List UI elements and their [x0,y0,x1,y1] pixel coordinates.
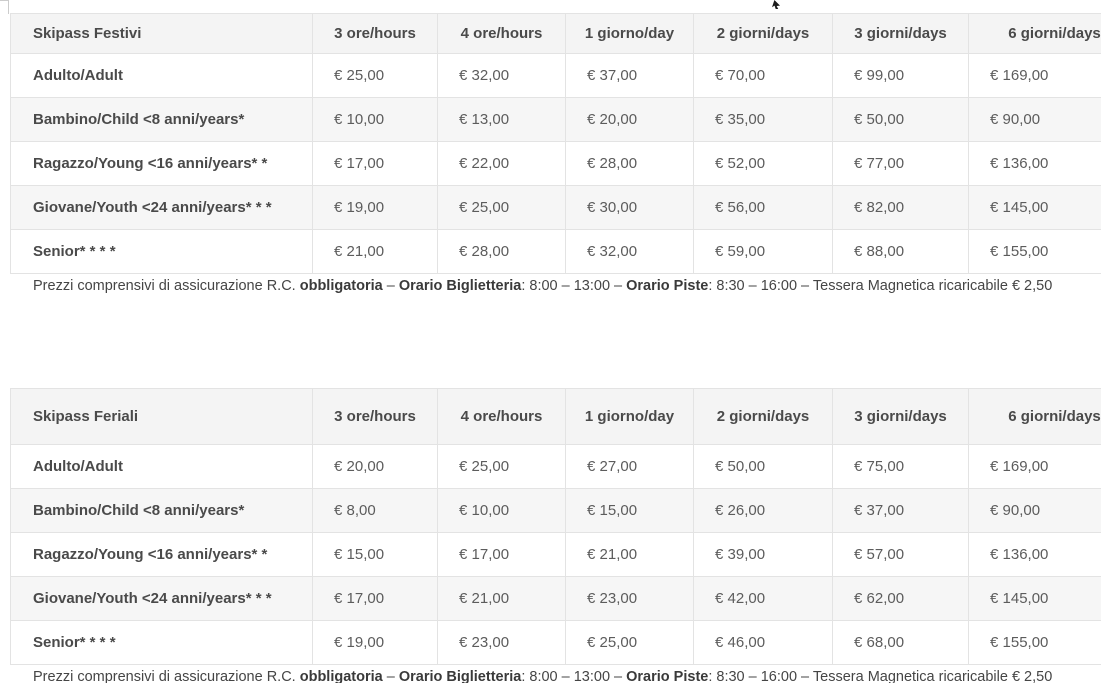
column-header: 2 giorni/days [694,14,833,54]
price-cell: € 57,00 [833,533,969,577]
price-cell: € 25,00 [566,621,694,665]
price-cell: € 32,00 [566,230,694,274]
skipass-festivi-table [10,13,1101,274]
price-cell: € 50,00 [833,98,969,142]
footnote-bold-text: Orario Biglietteria [398,278,522,294]
table-row [11,445,1101,489]
table-row [11,577,1101,621]
price-cell: € 27,00 [566,445,694,489]
price-cell: € 10,00 [313,98,438,142]
price-cell: € 136,00 [969,533,1101,577]
row-label: Giovane/Youth <24 anni/years* * * [11,577,313,621]
skipass-feriali-table [10,388,1101,665]
price-cell: € 145,00 [969,186,1101,230]
price-cell: € 20,00 [313,445,438,489]
footnote-text: : 8:30 – 16:00 – Tessera Magnetica ricaricabile € 2,50 [708,669,1053,683]
table-row [11,621,1101,665]
skipass-feriali-section [10,388,1101,683]
price-cell: € 25,00 [313,54,438,98]
row-label: Bambino/Child <8 anni/years* [11,489,313,533]
price-cell: € 32,00 [438,54,566,98]
price-cell: € 88,00 [833,230,969,274]
price-cell: € 21,00 [438,577,566,621]
footnote-text: Prezzi comprensivi di assicurazione R.C. [33,278,300,294]
price-cell: € 90,00 [969,489,1101,533]
price-cell: € 155,00 [969,621,1101,665]
footnote-text: : 8:00 – 13:00 – [521,669,627,683]
table-title: Skipass Festivi [11,14,313,54]
row-label: Senior* * * * [11,621,313,665]
column-header: 4 ore/hours [438,389,566,445]
table-row [11,489,1101,533]
mouse-cursor-icon [772,0,780,9]
price-cell: € 99,00 [833,54,969,98]
price-cell: € 17,00 [313,142,438,186]
price-cell: € 26,00 [694,489,833,533]
price-cell: € 20,00 [566,98,694,142]
price-cell: € 22,00 [438,142,566,186]
column-header: 6 giorni/days [969,14,1101,54]
row-label: Ragazzo/Young <16 anni/years* * [11,533,313,577]
festivi-footnote [33,278,1101,295]
column-header: 4 ore/hours [438,14,566,54]
price-cell: € 17,00 [438,533,566,577]
column-header: 1 giorno/day [566,14,694,54]
footnote-bold-text: Orario Biglietteria [398,669,522,683]
price-cell: € 169,00 [969,54,1101,98]
column-header: 3 giorni/days [833,14,969,54]
price-cell: € 19,00 [313,186,438,230]
footnote-bold-text: obbligatoria [299,278,383,294]
price-cell: € 50,00 [694,445,833,489]
price-cell: € 39,00 [694,533,833,577]
price-cell: € 145,00 [969,577,1101,621]
price-cell: € 169,00 [969,445,1101,489]
price-cell: € 155,00 [969,230,1101,274]
header-row [11,14,1101,54]
price-cell: € 15,00 [566,489,694,533]
feriali-footnote [33,669,1101,683]
price-cell: € 25,00 [438,445,566,489]
table-row [11,186,1101,230]
table-row [11,533,1101,577]
skipass-festivi-section [10,13,1101,295]
footnote-bold-text: Orario Piste [626,669,709,683]
table-row [11,230,1101,274]
row-label: Ragazzo/Young <16 anni/years* * [11,142,313,186]
header-row [11,389,1101,445]
footnote-text: : 8:30 – 16:00 – Tessera Magnetica ricaricabile € 2,50 [708,278,1053,294]
price-cell: € 19,00 [313,621,438,665]
clipped-border-fragment-vertical [8,0,9,14]
table-row [11,54,1101,98]
price-cell: € 8,00 [313,489,438,533]
price-cell: € 37,00 [833,489,969,533]
price-cell: € 21,00 [313,230,438,274]
row-label: Adulto/Adult [11,445,313,489]
price-cell: € 70,00 [694,54,833,98]
price-cell: € 75,00 [833,445,969,489]
price-cell: € 35,00 [694,98,833,142]
row-label: Senior* * * * [11,230,313,274]
price-cell: € 10,00 [438,489,566,533]
price-cell: € 68,00 [833,621,969,665]
price-cell: € 23,00 [566,577,694,621]
price-cell: € 21,00 [566,533,694,577]
price-cell: € 30,00 [566,186,694,230]
price-cell: € 17,00 [313,577,438,621]
price-cell: € 56,00 [694,186,833,230]
price-cell: € 46,00 [694,621,833,665]
price-cell: € 82,00 [833,186,969,230]
column-header: 6 giorni/days [969,389,1101,445]
price-cell: € 13,00 [438,98,566,142]
table-row [11,142,1101,186]
footnote-text: : 8:00 – 13:00 – [521,278,627,294]
column-header: 3 ore/hours [313,389,438,445]
price-cell: € 136,00 [969,142,1101,186]
price-cell: € 59,00 [694,230,833,274]
column-header: 1 giorno/day [566,389,694,445]
price-cell: € 28,00 [438,230,566,274]
column-header: 3 giorni/days [833,389,969,445]
column-header: 3 ore/hours [313,14,438,54]
price-cell: € 42,00 [694,577,833,621]
table-row [11,98,1101,142]
table-title: Skipass Feriali [11,389,313,445]
price-cell: € 52,00 [694,142,833,186]
row-label: Adulto/Adult [11,54,313,98]
price-cell: € 77,00 [833,142,969,186]
price-cell: € 28,00 [566,142,694,186]
footnote-text: – [382,278,399,294]
row-label: Bambino/Child <8 anni/years* [11,98,313,142]
price-cell: € 15,00 [313,533,438,577]
footnote-bold-text: obbligatoria [299,669,383,683]
footnote-text: – [382,669,399,683]
price-cell: € 23,00 [438,621,566,665]
price-cell: € 62,00 [833,577,969,621]
price-cell: € 90,00 [969,98,1101,142]
row-label: Giovane/Youth <24 anni/years* * * [11,186,313,230]
footnote-text: Prezzi comprensivi di assicurazione R.C. [33,669,300,683]
price-cell: € 37,00 [566,54,694,98]
price-cell: € 25,00 [438,186,566,230]
column-header: 2 giorni/days [694,389,833,445]
footnote-bold-text: Orario Piste [626,278,709,294]
